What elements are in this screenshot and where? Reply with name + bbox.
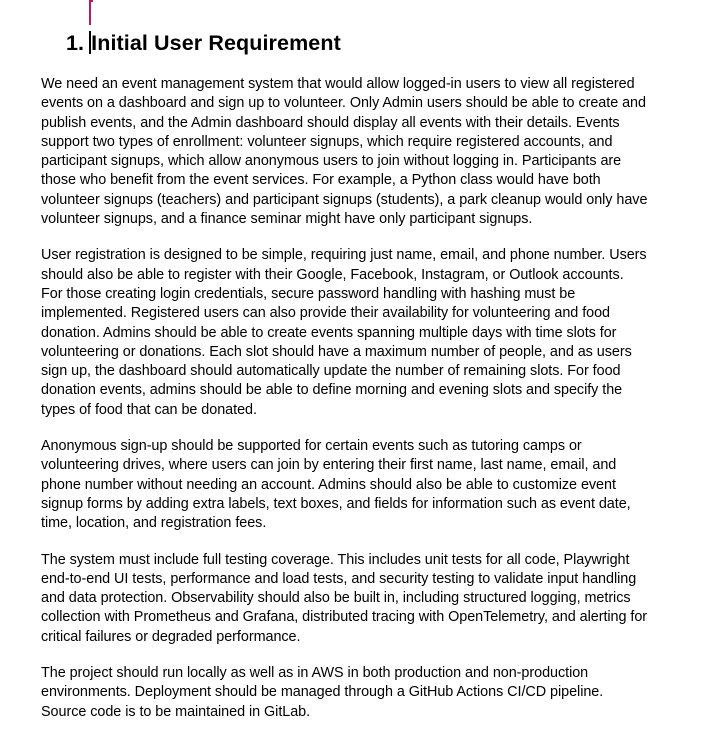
paragraph-line: The system must include full testing coverage. This includes unit tests for all code, Playwright <box>41 551 630 568</box>
paragraph-line: We need an event management system that would allow logged-in users to view all registered <box>41 76 635 92</box>
paragraph-line: sign up, the dashboard should automatically update the number of remaining slots. For food <box>41 363 621 380</box>
paragraph-line: volunteer signups (teachers) and participant signups (students), a park cleanup would only have <box>41 191 648 208</box>
paragraph-line: volunteer signups, and a finance seminar might have only participant signups. <box>41 211 533 228</box>
paragraph <box>41 551 671 647</box>
document-body[interactable] <box>41 75 671 739</box>
paragraph-line: The project should run locally as well as in AWS in both production and non-production <box>41 665 589 682</box>
paragraph-line: and data protection. Observability should also be built in, including structured logging, metrics <box>41 590 631 607</box>
paragraph-line: types of food that can be donated. <box>41 401 257 418</box>
paragraph-line: collection with Prometheus and Grafana, distributed tracing with OpenTelemetry, and alerting for <box>41 609 648 626</box>
paragraph-line: phone number without needing an account. Admins should also be able to customize event <box>41 476 616 493</box>
paragraph <box>41 437 671 533</box>
paragraph-line: publish events, and the Admin dashboard should display all events with their details. Events <box>41 114 620 131</box>
paragraph <box>41 664 671 722</box>
paragraph-line: implemented. Registered users can also provide their availability for volunteering and food <box>41 305 610 322</box>
paragraph-line: donation. Admins should be able to create events spanning multiple days with time slots for <box>41 324 617 341</box>
paragraph-line: end-to-end UI tests, performance and load tests, and security testing to validate input handling <box>41 570 637 587</box>
section-heading <box>66 29 341 57</box>
paragraph-line: time, location, and registration fees. <box>41 515 267 532</box>
paragraph-line: should also be able to register with their Google, Facebook, Instagram, or Outlook accounts. <box>41 266 624 283</box>
heading-number: 1. <box>66 31 85 55</box>
paragraph-line: For those creating login credentials, secure password handling with hashing must be <box>41 285 576 302</box>
paragraph-line: donation events, admins should be able to define morning and evening slots and specify the <box>41 382 623 399</box>
paragraph-line: User registration is designed to be simple, requiring just name, email, and phone number. Users <box>41 247 647 264</box>
paragraph <box>41 246 671 420</box>
paragraph-line: volunteering drives, where users can join by entering their first name, last name, email, and <box>41 457 617 474</box>
paragraph-line: signup forms by adding extra labels, text boxes, and fields for information such as event date, <box>41 495 631 512</box>
paragraph <box>41 75 671 229</box>
paragraph-line: events on a dashboard and sign up to volunteer. Only Admin users should be able to create and <box>41 95 646 112</box>
paragraph-line: Source code is to be maintained in GitLab. <box>41 703 311 720</box>
paragraph-line: environments. Deployment should be managed through a GitHub Actions CI/CD pipeline. <box>41 684 604 701</box>
comment-marker[interactable] <box>89 0 91 25</box>
paragraph-line: critical failures or degraded performance. <box>41 628 301 645</box>
paragraph-line: support two types of enrollment: volunteer signups, which require registered accounts, and <box>41 133 613 150</box>
paragraph-line: those who benefit from the event services. For example, a Python class would have both <box>41 172 601 189</box>
heading-title: Initial User Requirement <box>91 31 341 55</box>
paragraph-line: participant signups, which allow anonymous users to join without logging in. Participants are <box>41 153 622 170</box>
paragraph-line: volunteering or donations. Each slot should have a maximum number of people, and as users <box>41 343 632 360</box>
paragraph-line: Anonymous sign-up should be supported for certain events such as tutoring camps or <box>41 438 582 455</box>
